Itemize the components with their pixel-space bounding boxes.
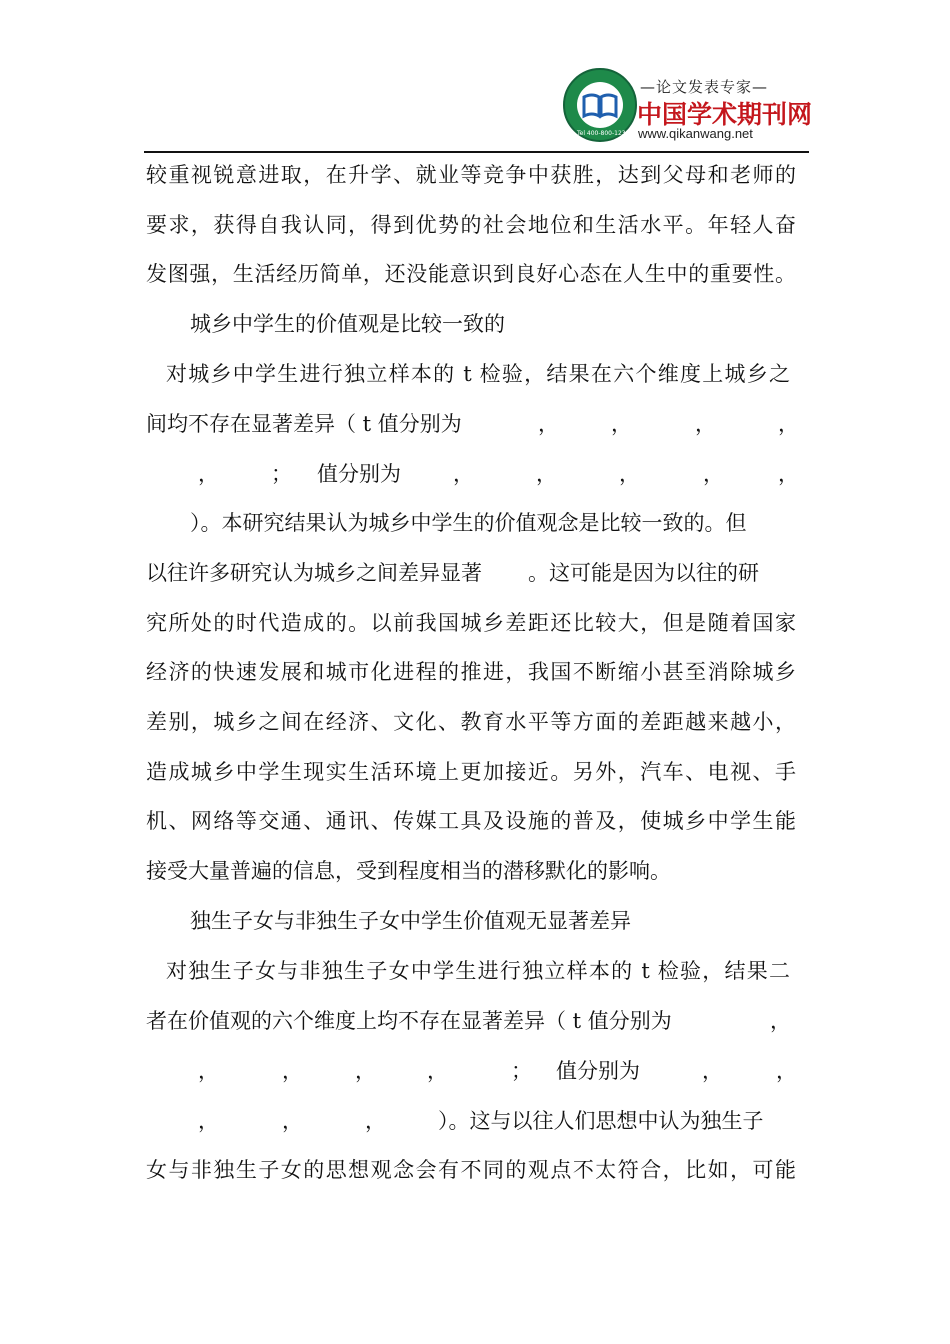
site-name: 中国学术期刊网	[637, 100, 813, 129]
line-text: ）。本研究结果认为城乡中学生的价值观念是比较一致的。但	[190, 511, 747, 535]
text-line: 接受大量普遍的信息，受到程度相当的潜移默化的影响。	[146, 859, 671, 883]
separator: ，	[198, 1059, 219, 1083]
section-heading: 独生子女与非独生子女中学生价值观无显著差异	[190, 909, 631, 933]
text-line: 究所处的时代造成的。以前我国城乡差距还比较大，但是随着国家	[146, 611, 796, 635]
separator: ，	[778, 462, 799, 486]
separator: ，	[198, 462, 219, 486]
separator: ，	[695, 412, 716, 436]
text-line-with-values	[146, 1056, 796, 1086]
section-heading: 城乡中学生的价值观是比较一致的	[190, 312, 505, 336]
line-text: 间均不存在显著差异（ t 值分别为	[146, 412, 462, 436]
separator: ，	[770, 1009, 791, 1033]
separator: ，	[611, 412, 632, 436]
header-divider	[144, 151, 809, 153]
line-text: 值分别为	[317, 462, 401, 486]
text-line-with-values	[146, 1006, 796, 1036]
text-line: 发图强，生活经历简单，还没能意识到良好心态在人生中的重要性。	[146, 262, 796, 286]
text-line: 造成城乡中学生现实生活环境上更加接近。另外，汽车、电视、手	[146, 760, 796, 784]
text-line: 较重视锐意进取，在升学、就业等竞争中获胜，达到父母和老师的	[146, 163, 796, 187]
line-text: 。这可能是因为以往的研	[528, 561, 759, 585]
line-text: ）。这与以往人们思想中认为独生子	[438, 1109, 764, 1133]
separator: ，	[619, 462, 640, 486]
logo-ring-text-top: www.qikanwang.net	[571, 41, 627, 79]
separator: ，	[453, 462, 474, 486]
separator: ；	[271, 462, 292, 486]
text-line-with-values	[146, 1106, 796, 1136]
text-line: 对城乡中学生进行独立样本的 t 检验，结果在六个维度上城乡之	[166, 362, 790, 386]
qikanwang-logo	[563, 41, 637, 142]
text-line: 对独生子女与非独生子女中学生进行独立样本的 t 检验，结果二	[166, 959, 790, 983]
text-line: 机、网络等交通、通讯、传媒工具及设施的普及，使城乡中学生能	[146, 809, 796, 833]
separator: ，	[778, 412, 799, 436]
line-text: 者在价值观的六个维度上均不存在显著差异（ t 值分别为	[146, 1009, 672, 1033]
separator: ，	[365, 1109, 386, 1133]
text-line: 要求，获得自我认同，得到优势的社会地位和生活水平。年轻人奋	[146, 213, 796, 237]
site-url: www.qikanwang.net	[638, 126, 753, 141]
separator: ，	[536, 462, 557, 486]
separator: ，	[427, 1059, 448, 1083]
site-tagline: —论文发表专家—	[640, 78, 769, 96]
separator: ，	[282, 1109, 303, 1133]
text-line	[146, 508, 796, 538]
logo-ring-text-bottom: Tel 400-800-1238	[577, 130, 630, 137]
text-line: 经济的快速发展和城市化进程的推进，我国不断缩小甚至消除城乡	[146, 660, 796, 684]
text-line	[146, 558, 796, 588]
separator: ，	[776, 1059, 797, 1083]
separator: ，	[355, 1059, 376, 1083]
line-text: 以往许多研究认为城乡之间差异显著	[146, 561, 482, 585]
text-line-with-values	[146, 409, 799, 439]
line-text: 值分别为	[556, 1059, 640, 1083]
text-line: 女与非独生子女的思想观念会有不同的观点不太符合，比如，可能	[146, 1158, 796, 1182]
separator: ，	[538, 412, 559, 436]
separator: ，	[282, 1059, 303, 1083]
text-line-with-values	[146, 459, 799, 489]
text-line: 差别，城乡之间在经济、文化、教育水平等方面的差距越来越小，	[146, 710, 796, 734]
separator: ，	[703, 462, 724, 486]
separator: ，	[702, 1059, 723, 1083]
separator: ，	[198, 1109, 219, 1133]
page-header	[0, 0, 950, 160]
separator: ；	[511, 1059, 532, 1083]
